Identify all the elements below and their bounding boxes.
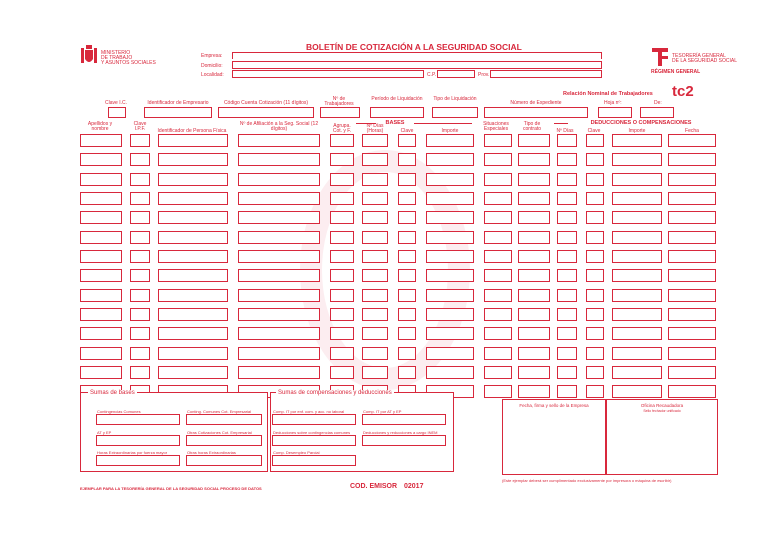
cell-apellidos[interactable] xyxy=(80,173,122,186)
cell-agrupa[interactable] xyxy=(330,173,354,186)
cp-label: C.P. xyxy=(427,72,437,78)
bases-line-right xyxy=(414,123,472,124)
cell-importe-ded[interactable] xyxy=(612,231,662,244)
cell-identificador-pf[interactable] xyxy=(158,366,228,379)
periodo-field[interactable] xyxy=(370,107,424,118)
cell-afiliacion[interactable] xyxy=(238,153,320,166)
sumas-comp-label-2: Comp. IT por AT y EP xyxy=(363,409,402,414)
sumas-comp-label-1: Comp. IT por enf. com. y acc. no laboral xyxy=(273,409,345,414)
hoja-field[interactable] xyxy=(598,107,632,118)
sumas-bases-field-3[interactable] xyxy=(96,435,180,446)
cell-apellidos[interactable] xyxy=(80,308,122,321)
form-code: tc2 xyxy=(672,83,694,100)
header-periodo: Período de Liquidación xyxy=(371,96,423,102)
cell-afiliacion[interactable] xyxy=(238,231,320,244)
cell-clave-bases[interactable] xyxy=(398,347,416,360)
cell-importe-bases[interactable] xyxy=(426,269,474,282)
cell-dias-ded[interactable] xyxy=(557,134,577,147)
cell-clave-ipf[interactable] xyxy=(130,366,150,379)
cell-importe-bases[interactable] xyxy=(426,153,474,166)
coat-of-arms-icon xyxy=(80,44,98,66)
cell-identificador-pf[interactable] xyxy=(158,134,228,147)
cell-situaciones[interactable] xyxy=(484,211,512,224)
cell-clave-ded[interactable] xyxy=(586,153,604,166)
cell-importe-bases[interactable] xyxy=(426,289,474,302)
cell-importe-ded[interactable] xyxy=(612,269,662,282)
bases-label: BASES xyxy=(385,120,405,126)
cell-afiliacion[interactable] xyxy=(238,289,320,302)
num-trabajadores-field[interactable] xyxy=(320,107,360,118)
cell-fecha[interactable] xyxy=(668,211,716,224)
cell-afiliacion[interactable] xyxy=(238,347,320,360)
cell-tipo-contrato[interactable] xyxy=(518,289,550,302)
cell-importe-bases[interactable] xyxy=(426,211,474,224)
cell-clave-ded[interactable] xyxy=(586,192,604,205)
cell-tipo-contrato[interactable] xyxy=(518,269,550,282)
cell-agrupa[interactable] xyxy=(330,192,354,205)
col-afiliacion: Nº de Afiliación a la Seg. Social (12 dígitos) xyxy=(239,121,319,132)
cell-agrupa[interactable] xyxy=(330,308,354,321)
cell-situaciones[interactable] xyxy=(484,231,512,244)
cell-agrupa[interactable] xyxy=(330,153,354,166)
cell-agrupa[interactable] xyxy=(330,250,354,263)
ccc-field[interactable] xyxy=(218,107,314,118)
cell-dias[interactable] xyxy=(362,134,388,147)
cell-identificador-pf[interactable] xyxy=(158,327,228,340)
sumas-comp-label-3: Deducciones sobre contingencias comunes xyxy=(273,430,351,435)
cell-identificador-pf[interactable] xyxy=(158,347,228,360)
cell-afiliacion[interactable] xyxy=(238,327,320,340)
cell-dias[interactable] xyxy=(362,192,388,205)
cell-dias-ded[interactable] xyxy=(557,173,577,186)
cell-importe-ded[interactable] xyxy=(612,308,662,321)
cell-apellidos[interactable] xyxy=(80,231,122,244)
sumas-comp-label-5: Comp. Desempleo Parcial xyxy=(273,450,320,455)
cell-fecha[interactable] xyxy=(668,173,716,186)
cell-clave-ded[interactable] xyxy=(586,173,604,186)
cell-identificador-pf[interactable] xyxy=(158,289,228,302)
cell-importe-bases[interactable] xyxy=(426,366,474,379)
cell-importe-bases[interactable] xyxy=(426,250,474,263)
cell-importe-ded[interactable] xyxy=(612,192,662,205)
sumas-bases-title: Sumas de bases xyxy=(90,390,135,396)
cell-situaciones[interactable] xyxy=(484,134,512,147)
cell-clave-bases[interactable] xyxy=(398,366,416,379)
cell-agrupa[interactable] xyxy=(330,289,354,302)
col-tipo-contrato: Tipo de contrato xyxy=(522,121,542,132)
col-dias: Nº Días (Horas) xyxy=(366,123,384,134)
cell-clave-ded[interactable] xyxy=(586,231,604,244)
cell-clave-bases[interactable] xyxy=(398,173,416,186)
cell-clave-ipf[interactable] xyxy=(130,231,150,244)
cell-clave-ded[interactable] xyxy=(586,134,604,147)
clave-ic-field[interactable] xyxy=(108,107,126,118)
cell-situaciones[interactable] xyxy=(484,327,512,340)
cell-apellidos[interactable] xyxy=(80,327,122,340)
form-title: BOLETÍN DE COTIZACIÓN A LA SEGURIDAD SOCIAL xyxy=(306,42,522,52)
sumas-bases-field-1[interactable] xyxy=(96,414,180,425)
cell-identificador-pf[interactable] xyxy=(158,269,228,282)
cell-importe-ded[interactable] xyxy=(612,211,662,224)
ministry-line-2: DE TRABAJO xyxy=(101,55,133,61)
sumas-bases-field-4[interactable] xyxy=(186,435,262,446)
cell-importe-ded[interactable] xyxy=(612,173,662,186)
cell-identificador-pf[interactable] xyxy=(158,153,228,166)
cell-afiliacion[interactable] xyxy=(238,308,320,321)
cell-clave-ipf[interactable] xyxy=(130,153,150,166)
cell-importe-bases[interactable] xyxy=(426,308,474,321)
cell-clave-bases[interactable] xyxy=(398,211,416,224)
header-ccc: Código Cuenta Cotización (11 dígitos) xyxy=(223,100,309,106)
cell-apellidos[interactable] xyxy=(80,153,122,166)
cell-fecha[interactable] xyxy=(668,231,716,244)
col-clave-ipf: Clave I.P.F. xyxy=(133,121,147,132)
cell-agrupa[interactable] xyxy=(330,134,354,147)
sumas-bases-field-6[interactable] xyxy=(186,455,262,466)
footer-left: EJEMPLAR PARA LA TESORERÍA GENERAL DE LA SEGURIDAD SOCIAL PROCESO DE DATOS xyxy=(80,486,262,491)
cell-dias-ded[interactable] xyxy=(557,250,577,263)
cell-dias[interactable] xyxy=(362,269,388,282)
cell-situaciones[interactable] xyxy=(484,385,512,398)
cell-agrupa[interactable] xyxy=(330,269,354,282)
cell-afiliacion[interactable] xyxy=(238,269,320,282)
num-expediente-field[interactable] xyxy=(484,107,588,118)
cod-emisor-value: 02017 xyxy=(404,483,424,490)
hoja-label: Hoja nº: xyxy=(604,100,622,106)
cell-dias-ded[interactable] xyxy=(557,327,577,340)
cell-clave-ded[interactable] xyxy=(586,289,604,302)
cell-identificador-pf[interactable] xyxy=(158,173,228,186)
empresa-label: Empresa: xyxy=(201,53,223,59)
cell-dias[interactable] xyxy=(362,308,388,321)
cell-agrupa[interactable] xyxy=(330,366,354,379)
cell-agrupa[interactable] xyxy=(330,231,354,244)
cell-dias[interactable] xyxy=(362,347,388,360)
cell-apellidos[interactable] xyxy=(80,250,122,263)
sumas-comp-field-1[interactable] xyxy=(272,414,356,425)
cell-importe-ded[interactable] xyxy=(612,347,662,360)
oficina-label: Oficina Recaudadora xyxy=(640,403,684,408)
cell-dias[interactable] xyxy=(362,327,388,340)
cell-situaciones[interactable] xyxy=(484,269,512,282)
header-clave-ic: Clave I.C. xyxy=(105,100,127,106)
col-importe-ded: Importe xyxy=(628,128,646,134)
cell-afiliacion[interactable] xyxy=(238,134,320,147)
prov-field[interactable] xyxy=(490,70,602,78)
sumas-comp-title: Sumas de compensaciones y deducciones xyxy=(278,390,392,396)
cell-importe-bases[interactable] xyxy=(426,347,474,360)
de-field[interactable] xyxy=(640,107,674,118)
cell-tipo-contrato[interactable] xyxy=(518,327,550,340)
tgss-logo-icon xyxy=(652,48,668,66)
cell-tipo-contrato[interactable] xyxy=(518,366,550,379)
cell-identificador-pf[interactable] xyxy=(158,211,228,224)
cell-afiliacion[interactable] xyxy=(238,250,320,263)
cell-tipo-contrato[interactable] xyxy=(518,231,550,244)
cell-clave-ipf[interactable] xyxy=(130,211,150,224)
cell-clave-ipf[interactable] xyxy=(130,308,150,321)
tgss-line-1: TESORERÍA GENERAL xyxy=(672,53,726,59)
col-importe-bases: Importe xyxy=(441,128,459,134)
cell-importe-ded[interactable] xyxy=(612,289,662,302)
cell-clave-ipf[interactable] xyxy=(130,289,150,302)
cell-clave-ipf[interactable] xyxy=(130,192,150,205)
cell-fecha[interactable] xyxy=(668,269,716,282)
cell-tipo-contrato[interactable] xyxy=(518,211,550,224)
oficina-sub: Sello fechador unificado xyxy=(643,409,681,413)
cell-fecha[interactable] xyxy=(668,347,716,360)
col-dias-ded: Nº Días xyxy=(556,128,574,134)
ministry-line-3: Y ASUNTOS SOCIALES xyxy=(101,60,156,66)
cell-apellidos[interactable] xyxy=(80,366,122,379)
sumas-bases-label-4: Otras Cotizaciones Cot. Empresarial xyxy=(187,430,252,435)
cell-clave-ipf[interactable] xyxy=(130,347,150,360)
cell-clave-bases[interactable] xyxy=(398,327,416,340)
cell-importe-ded[interactable] xyxy=(612,134,662,147)
footer-note: (Este ejemplar deberá ser cumplimentado exclusivamente por impresora o máquina de escribir) xyxy=(502,478,672,483)
cell-identificador-pf[interactable] xyxy=(158,250,228,263)
cell-importe-ded[interactable] xyxy=(612,366,662,379)
cell-tipo-contrato[interactable] xyxy=(518,192,550,205)
cell-clave-bases[interactable] xyxy=(398,231,416,244)
cod-emisor-label: COD. EMISOR xyxy=(350,483,398,490)
cell-tipo-contrato[interactable] xyxy=(518,173,550,186)
sumas-bases-label-5: Horas Extraordinarias por fuerza mayor xyxy=(97,450,168,455)
cell-dias[interactable] xyxy=(362,289,388,302)
cell-dias-ded[interactable] xyxy=(557,192,577,205)
cell-clave-ded[interactable] xyxy=(586,347,604,360)
cell-afiliacion[interactable] xyxy=(238,173,320,186)
cell-clave-bases[interactable] xyxy=(398,153,416,166)
cell-clave-bases[interactable] xyxy=(398,308,416,321)
cell-fecha[interactable] xyxy=(668,327,716,340)
cell-fecha[interactable] xyxy=(668,192,716,205)
cell-tipo-contrato[interactable] xyxy=(518,250,550,263)
cell-importe-ded[interactable] xyxy=(612,250,662,263)
col-clave-ded: Clave xyxy=(587,128,601,134)
cell-importe-bases[interactable] xyxy=(426,231,474,244)
col-fecha: Fecha xyxy=(685,128,699,134)
col-identificador-pf: Identificador de Persona Física xyxy=(157,128,227,134)
cell-dias-ded[interactable] xyxy=(557,308,577,321)
header-num-trabajadores: Nº de Trabajadores xyxy=(324,96,354,107)
cell-situaciones[interactable] xyxy=(484,347,512,360)
cell-importe-bases[interactable] xyxy=(426,134,474,147)
cp-field[interactable] xyxy=(437,70,475,78)
cell-clave-ded[interactable] xyxy=(586,269,604,282)
domicilio-label: Domicilio: xyxy=(201,63,223,69)
tgss-line-2: DE LA SEGURIDAD SOCIAL xyxy=(672,58,738,64)
cell-clave-ded[interactable] xyxy=(586,366,604,379)
cell-clave-bases[interactable] xyxy=(398,134,416,147)
cell-tipo-contrato[interactable] xyxy=(518,308,550,321)
cell-dias-ded[interactable] xyxy=(557,347,577,360)
cell-afiliacion[interactable] xyxy=(238,366,320,379)
sumas-comp-field-4[interactable] xyxy=(362,435,446,446)
sumas-bases-label-2: Conting. Comunes Cot. Empresarial xyxy=(187,409,252,414)
cell-tipo-contrato[interactable] xyxy=(518,134,550,147)
cell-fecha[interactable] xyxy=(668,385,716,398)
sumas-comp-field-2[interactable] xyxy=(362,414,446,425)
sumas-bases-label-6: Otras horas Extraordinarias xyxy=(187,450,236,455)
cell-clave-ded[interactable] xyxy=(586,385,604,398)
identificador-empresario-field[interactable] xyxy=(144,107,212,118)
col-situaciones: Situaciones Especiales xyxy=(483,121,509,132)
localidad-label: Localidad: xyxy=(201,72,224,78)
cell-situaciones[interactable] xyxy=(484,308,512,321)
cell-apellidos[interactable] xyxy=(80,134,122,147)
cell-importe-ded[interactable] xyxy=(612,327,662,340)
cell-identificador-pf[interactable] xyxy=(158,231,228,244)
cell-dias[interactable] xyxy=(362,250,388,263)
cell-dias[interactable] xyxy=(362,366,388,379)
cell-clave-ded[interactable] xyxy=(586,211,604,224)
firma-box[interactable] xyxy=(502,399,606,475)
cell-situaciones[interactable] xyxy=(484,289,512,302)
cell-fecha[interactable] xyxy=(668,250,716,263)
cell-situaciones[interactable] xyxy=(484,250,512,263)
cell-dias-ded[interactable] xyxy=(557,231,577,244)
cell-apellidos[interactable] xyxy=(80,289,122,302)
firma-label: Fecha, firma y sello de la Empresa xyxy=(519,403,589,408)
cell-clave-ipf[interactable] xyxy=(130,269,150,282)
cell-tipo-contrato[interactable] xyxy=(518,153,550,166)
sumas-bases-label-3: AT y EP xyxy=(97,430,112,435)
empresa-field[interactable] xyxy=(232,52,602,59)
subtitle: Relación Nominal de Trabajadores xyxy=(563,91,653,97)
sumas-comp-label-4: Deducciones y reducciones a cargo INEM xyxy=(363,430,438,435)
cell-apellidos[interactable] xyxy=(80,211,122,224)
deducciones-line-left xyxy=(554,123,568,124)
cell-clave-bases[interactable] xyxy=(398,250,416,263)
cell-clave-ipf[interactable] xyxy=(130,134,150,147)
cell-clave-ded[interactable] xyxy=(586,327,604,340)
localidad-field[interactable] xyxy=(232,70,424,78)
ministry-line-1: MINISTERIO xyxy=(101,50,131,56)
header-tipo-liquidacion: Tipo de Liquidación xyxy=(433,96,477,102)
cell-dias-ded[interactable] xyxy=(557,211,577,224)
cell-dias[interactable] xyxy=(362,211,388,224)
sumas-bases-label-1: Contingencias Comunes xyxy=(97,409,141,414)
cell-agrupa[interactable] xyxy=(330,211,354,224)
deducciones-label: DEDUCCIONES O COMPENSACIONES xyxy=(590,120,692,126)
cell-clave-bases[interactable] xyxy=(398,269,416,282)
cell-situaciones[interactable] xyxy=(484,153,512,166)
cell-apellidos[interactable] xyxy=(80,347,122,360)
cell-fecha[interactable] xyxy=(668,289,716,302)
header-identificador-empresario: Identificador de Empresario xyxy=(147,100,209,106)
tipo-liquidacion-field[interactable] xyxy=(432,107,478,118)
cell-importe-bases[interactable] xyxy=(426,173,474,186)
cell-situaciones[interactable] xyxy=(484,173,512,186)
cell-apellidos[interactable] xyxy=(80,269,122,282)
cell-clave-ded[interactable] xyxy=(586,308,604,321)
cell-importe-bases[interactable] xyxy=(426,192,474,205)
cell-agrupa[interactable] xyxy=(330,347,354,360)
cell-tipo-contrato[interactable] xyxy=(518,385,550,398)
cell-dias-ded[interactable] xyxy=(557,269,577,282)
col-agrupa: Agrupa. Cot. y F. xyxy=(332,123,352,134)
cell-importe-ded[interactable] xyxy=(612,153,662,166)
prov-label: Prov. xyxy=(478,72,490,78)
cell-dias[interactable] xyxy=(362,173,388,186)
cell-clave-bases[interactable] xyxy=(398,289,416,302)
cell-fecha[interactable] xyxy=(668,153,716,166)
cell-situaciones[interactable] xyxy=(484,366,512,379)
cell-fecha[interactable] xyxy=(668,308,716,321)
cell-clave-ipf[interactable] xyxy=(130,327,150,340)
cell-dias-ded[interactable] xyxy=(557,366,577,379)
cell-afiliacion[interactable] xyxy=(238,192,320,205)
cell-dias[interactable] xyxy=(362,153,388,166)
cell-clave-ipf[interactable] xyxy=(130,250,150,263)
de-label: De: xyxy=(654,100,662,106)
col-clave-bases: Clave xyxy=(400,128,414,134)
cell-tipo-contrato[interactable] xyxy=(518,347,550,360)
cell-situaciones[interactable] xyxy=(484,192,512,205)
sumas-bases-field-5[interactable] xyxy=(96,455,180,466)
domicilio-field[interactable] xyxy=(232,61,602,69)
sumas-comp-field-3[interactable] xyxy=(272,435,356,446)
cell-dias[interactable] xyxy=(362,231,388,244)
cell-identificador-pf[interactable] xyxy=(158,308,228,321)
cell-fecha[interactable] xyxy=(668,366,716,379)
cell-clave-bases[interactable] xyxy=(398,192,416,205)
cell-agrupa[interactable] xyxy=(330,327,354,340)
cell-importe-ded[interactable] xyxy=(612,385,662,398)
cell-afiliacion[interactable] xyxy=(238,211,320,224)
cell-dias-ded[interactable] xyxy=(557,385,577,398)
cell-clave-ipf[interactable] xyxy=(130,173,150,186)
cell-importe-bases[interactable] xyxy=(426,327,474,340)
sumas-comp-field-5[interactable] xyxy=(272,455,356,466)
cell-dias-ded[interactable] xyxy=(557,289,577,302)
tgss-regime: RÉGIMEN GENERAL xyxy=(651,69,701,75)
cell-apellidos[interactable] xyxy=(80,192,122,205)
cell-dias-ded[interactable] xyxy=(557,153,577,166)
col-apellidos: Apellidos y nombre xyxy=(87,121,113,132)
cell-identificador-pf[interactable] xyxy=(158,192,228,205)
cell-clave-ded[interactable] xyxy=(586,250,604,263)
sumas-bases-field-2[interactable] xyxy=(186,414,262,425)
header-num-expediente: Número de Expediente xyxy=(510,100,562,106)
cell-fecha[interactable] xyxy=(668,134,716,147)
